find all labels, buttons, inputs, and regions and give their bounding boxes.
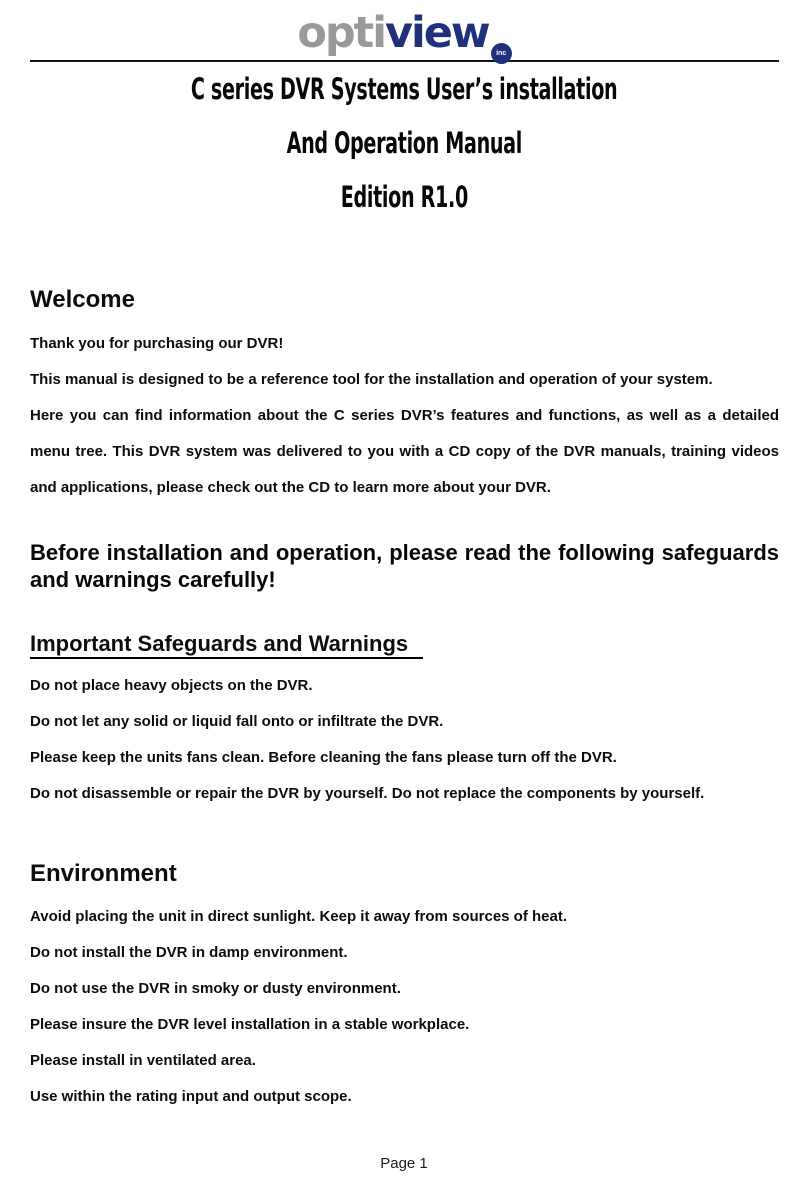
welcome-paragraph-3: Here you can find information about the C series DVR’s features and functions, as well as a detailed menu tree. This DVR system was delivered to you with a CD copy of the DVR manuals, training videos and applications, please check out the CD to learn more about your DVR. (30, 407, 779, 496)
title-line-2: And Operation Manual (286, 126, 523, 160)
title-line-1: C series DVR Systems User’s installation (191, 72, 618, 106)
environment-item-4: Please insure the DVR level installation in a stable workplace. (30, 1016, 470, 1033)
header (30, 0, 779, 58)
safeguard-item-1: Do not place heavy objects on the DVR. (30, 677, 313, 694)
environment-item-6: Use within the rating input and output scope. (30, 1088, 352, 1105)
notice-statement: Before installation and operation, please read the following safeguards and warnings carefully! (30, 540, 779, 592)
document-title (30, 65, 779, 227)
safeguard-item-3: Please keep the units fans clean. Before cleaning the fans please turn off the DVR. (30, 749, 617, 766)
title-line-3-row (30, 173, 779, 227)
welcome-heading: Welcome (30, 286, 135, 313)
safeguards-heading (30, 632, 779, 659)
environment-item-2: Do not install the DVR in damp environment. (30, 944, 348, 961)
logo-inc-badge: inc (491, 43, 512, 64)
environment-item-1: Avoid placing the unit in direct sunlight. Keep it away from sources of heat. (30, 908, 568, 925)
safeguard-item-2: Do not let any solid or liquid fall onto or infiltrate the DVR. (30, 713, 444, 730)
safeguards-heading-text: Important Safeguards and Warnings (30, 632, 423, 659)
environment-heading: Environment (30, 860, 177, 887)
safeguard-item-4: Do not disassemble or repair the DVR by yourself. Do not replace the components by yourself. (30, 785, 705, 802)
environment-item-3: Do not use the DVR in smoky or dusty environment. (30, 980, 401, 997)
logo-text-view: view (384, 8, 489, 58)
title-line-3: Edition R1.0 (340, 180, 469, 214)
optiview-logo (297, 8, 511, 64)
welcome-paragraph-2: This manual is designed to be a reference tool for the installation and operation of your system. (30, 371, 713, 388)
title-line-2-row (30, 119, 779, 173)
welcome-paragraph-1: Thank you for purchasing our DVR! (30, 335, 284, 352)
logo-text-opti: opti (297, 8, 385, 58)
page-number: Page 1 (380, 1155, 428, 1172)
title-line-1-row (30, 65, 779, 119)
safeguards-list (30, 668, 779, 812)
environment-item-5: Please install in ventilated area. (30, 1052, 256, 1069)
environment-list (30, 899, 779, 1115)
welcome-paragraphs (30, 326, 779, 506)
